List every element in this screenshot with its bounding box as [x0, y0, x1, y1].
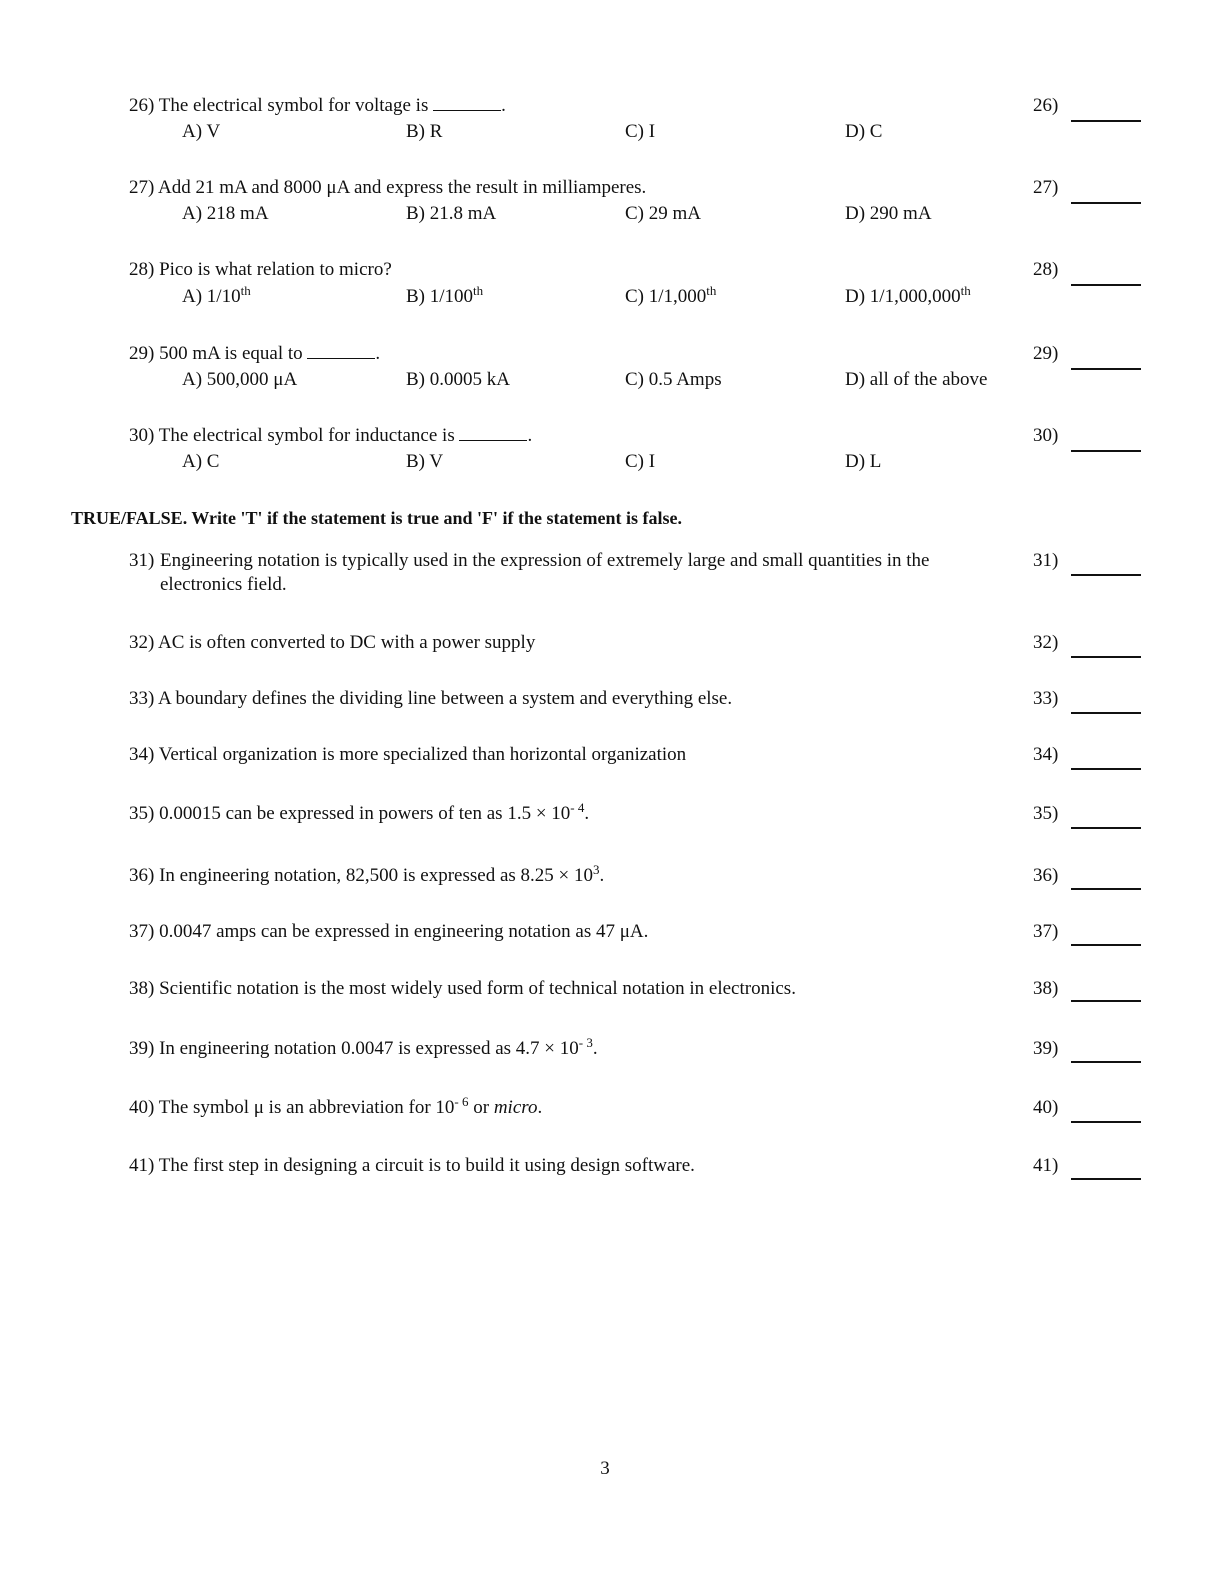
choice-d: D) C [845, 121, 883, 142]
choice-c: C) 29 mA [625, 203, 701, 224]
question-text: 0.0047 amps can be expressed in engineering notation as 47 μA. [159, 921, 649, 942]
question-text-end: . [592, 1038, 598, 1059]
answer-line[interactable] [1071, 768, 1141, 770]
choice-text: C) 1/1,000 [625, 286, 707, 307]
answer-line[interactable] [1071, 368, 1141, 370]
question-number: 29) [129, 343, 155, 364]
answer-line[interactable] [1071, 1121, 1141, 1123]
question-text: Engineering notation is typically used in the expression of extremely large and small quantities in the electronics field. [160, 550, 930, 595]
choice-a [182, 285, 251, 309]
answer-number: 29) [1033, 343, 1059, 364]
choice-superscript: th [960, 283, 971, 298]
question-stem [129, 864, 1009, 888]
question-stem [129, 977, 1009, 1001]
answer-line[interactable] [1071, 827, 1141, 829]
choice-b [406, 285, 483, 309]
question-text: In engineering notation, 82,500 is expressed as 8.25 × 10 [159, 865, 593, 886]
answer-line[interactable] [1071, 450, 1141, 452]
question-number: 27) [129, 177, 155, 198]
answer-line[interactable] [1071, 944, 1141, 946]
question-stem [129, 687, 1009, 711]
answer-number: 35) [1033, 803, 1059, 824]
question-text-end: . [527, 425, 533, 446]
answer-number: 27) [1033, 177, 1059, 198]
choice-c: C) I [625, 121, 656, 142]
answer-line[interactable] [1071, 284, 1141, 286]
question-stem [129, 1154, 1009, 1178]
choice-b: B) 21.8 mA [406, 203, 497, 224]
choice-superscript: th [706, 283, 717, 298]
question-text-end: . [537, 1097, 543, 1118]
choice-text: D) 1/1,000,000 [845, 286, 961, 307]
answer-number: 28) [1033, 259, 1059, 280]
question-stem [129, 1037, 1009, 1061]
answer-line[interactable] [1071, 202, 1141, 204]
question-number: 32) [129, 632, 155, 653]
fill-in-blank [433, 94, 501, 111]
fill-in-blank [459, 424, 527, 441]
question-stem [129, 424, 1009, 448]
question-text-end: . [584, 803, 590, 824]
answer-line[interactable] [1071, 1000, 1141, 1002]
question-text-end: . [599, 865, 605, 886]
choice-d: D) all of the above [845, 369, 988, 390]
choice-text: A) 1/10 [182, 286, 241, 307]
answer-number: 40) [1033, 1097, 1059, 1118]
question-text: Vertical organization is more specialized than horizontal organization [158, 744, 687, 765]
question-text: 500 mA is equal to [159, 343, 303, 364]
exponent: 3 [593, 862, 600, 877]
question-text: The first step in designing a circuit is to build it using design software. [158, 1155, 695, 1176]
question-number: 36) [129, 865, 155, 886]
answer-number: 38) [1033, 978, 1059, 999]
answer-number: 26) [1033, 95, 1059, 116]
question-number: 41) [129, 1155, 155, 1176]
choice-b: B) V [406, 451, 444, 472]
question-stem [129, 743, 1009, 767]
question-text-end: . [375, 343, 381, 364]
question-number: 26) [129, 95, 155, 116]
answer-line[interactable] [1071, 574, 1141, 576]
choice-d [845, 285, 971, 309]
choice-superscript: th [240, 283, 251, 298]
choice-c: C) 0.5 Amps [625, 369, 722, 390]
question-text-mid: or [468, 1097, 494, 1118]
question-number: 37) [129, 921, 155, 942]
question-number: 35) [129, 803, 155, 824]
section-heading: TRUE/FALSE. Write 'T' if the statement is true and 'F' if the statement is false. [71, 508, 682, 528]
choice-c: C) I [625, 451, 656, 472]
question-text: A boundary defines the dividing line between a system and everything else. [158, 688, 733, 709]
question-text: Pico is what relation to micro? [159, 259, 392, 280]
choice-b: B) 0.0005 kA [406, 369, 510, 390]
question-stem [129, 94, 1009, 118]
choice-a: A) C [182, 451, 220, 472]
answer-number: 30) [1033, 425, 1059, 446]
choice-text: B) 1/100 [406, 286, 474, 307]
choice-a: A) 218 mA [182, 203, 269, 224]
choice-a: A) V [182, 121, 221, 142]
question-number: 40) [129, 1097, 155, 1118]
question-stem [129, 920, 1009, 944]
question-stem [129, 342, 1009, 366]
question-number: 31) [129, 550, 155, 571]
question-number: 38) [129, 978, 155, 999]
question-number: 39) [129, 1038, 155, 1059]
choice-d: D) 290 mA [845, 203, 932, 224]
choice-d: D) L [845, 451, 882, 472]
question-text: AC is often converted to DC with a power supply [158, 632, 536, 653]
exponent: - 3 [578, 1035, 593, 1050]
answer-line[interactable] [1071, 1178, 1141, 1180]
question-stem [129, 1096, 1009, 1120]
answer-number: 37) [1033, 921, 1059, 942]
answer-number: 31) [1033, 550, 1059, 571]
question-text: In engineering notation 0.0047 is expressed as 4.7 × 10 [159, 1038, 579, 1059]
answer-line[interactable] [1071, 888, 1141, 890]
emphasis-text: micro [493, 1097, 538, 1118]
choice-c [625, 285, 716, 309]
choice-a: A) 500,000 μA [182, 369, 298, 390]
choice-b: B) R [406, 121, 443, 142]
question-stem [129, 631, 1009, 655]
choice-superscript: th [473, 283, 484, 298]
answer-number: 34) [1033, 744, 1059, 765]
answer-line[interactable] [1071, 656, 1141, 658]
exponent: - 6 [454, 1094, 469, 1109]
answer-number: 32) [1033, 632, 1059, 653]
answer-number: 33) [1033, 688, 1059, 709]
question-text: Add 21 mA and 8000 μA and express the result in milliamperes. [158, 177, 647, 198]
answer-number: 39) [1033, 1038, 1059, 1059]
question-stem [129, 258, 1009, 282]
question-text-end: . [501, 95, 506, 116]
question-text: The electrical symbol for voltage is [158, 95, 429, 116]
page-number: 3 [600, 1458, 610, 1479]
question-text: 0.00015 can be expressed in powers of ten as 1.5 × 10 [159, 803, 571, 824]
answer-line[interactable] [1071, 1061, 1141, 1063]
question-number: 30) [129, 425, 155, 446]
answer-number: 41) [1033, 1155, 1059, 1176]
question-text: The symbol μ is an abbreviation for 10 [158, 1097, 455, 1118]
question-text: The electrical symbol for inductance is [158, 425, 455, 446]
question-stem [129, 802, 1009, 826]
question-number: 28) [129, 259, 155, 280]
fill-in-blank [307, 342, 375, 359]
answer-number: 36) [1033, 865, 1059, 886]
question-text: Scientific notation is the most widely used form of technical notation in electronics. [159, 978, 796, 999]
question-number: 33) [129, 688, 155, 709]
answer-line[interactable] [1071, 712, 1141, 714]
question-number: 34) [129, 744, 155, 765]
exponent: - 4 [570, 800, 585, 815]
question-stem [129, 176, 1009, 200]
answer-line[interactable] [1071, 120, 1141, 122]
